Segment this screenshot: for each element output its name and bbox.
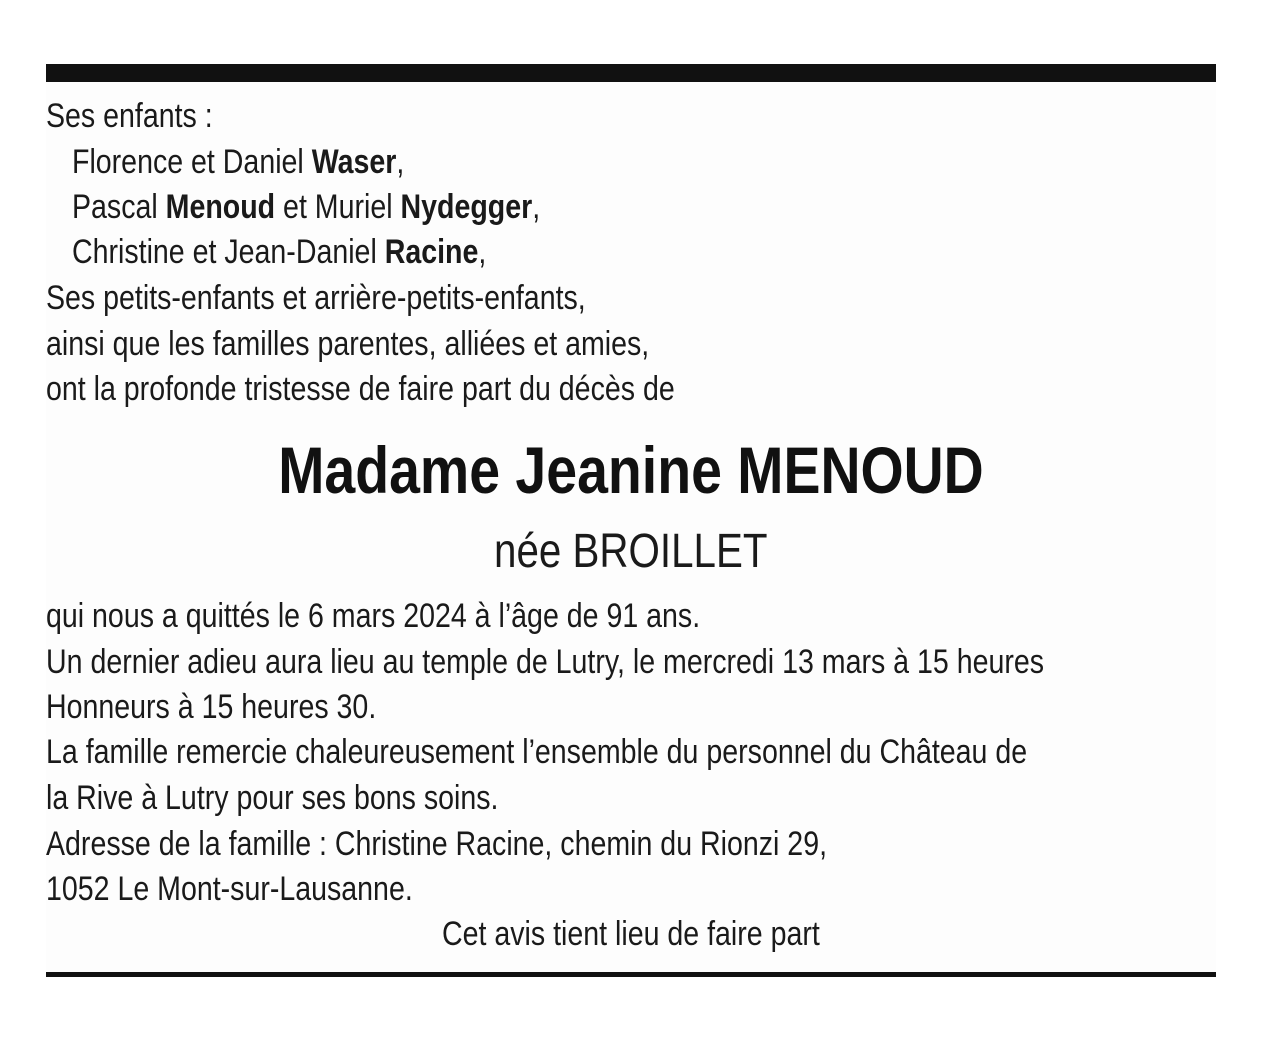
families-line: ainsi que les familles parentes, alliées et amies,	[46, 325, 650, 363]
grandchildren-line: Ses petits-enfants et arrière-petits-enfants,	[46, 279, 586, 317]
top-rule	[46, 64, 1216, 82]
mourner-surname: Menoud	[165, 188, 276, 226]
mourner-couple	[72, 187, 540, 227]
bottom-rule	[46, 972, 1216, 977]
mourner-surname: Nydegger	[400, 188, 533, 226]
announcement-line: ont la profonde tristesse de faire part du décès de	[46, 370, 675, 408]
honours-line: Honneurs à 15 heures 30.	[46, 688, 377, 726]
ceremony-line: Un dernier adieu aura lieu au temple de Lutry, le mercredi 13 mars à 15 heures	[46, 643, 1045, 681]
thanks-line: La famille remercie chaleureusement l’ensemble du personnel du Château de	[46, 733, 1028, 771]
obituary-notice	[46, 64, 1216, 977]
maiden-name-text: née BROILLET	[494, 525, 768, 578]
mourner-text: Florence et Daniel	[72, 143, 312, 181]
closing-line	[46, 914, 1216, 954]
mourner-punctuation: ,	[396, 143, 405, 181]
mourner-couple	[72, 232, 486, 272]
mourner-punctuation: ,	[478, 233, 487, 271]
deceased-name-text: Madame Jeanine MENOUD	[278, 433, 984, 507]
address-line: Adresse de la famille : Christine Racine, chemin du Rionzi 29,	[46, 825, 828, 863]
mourner-surname: Racine	[384, 233, 479, 271]
closing-text: Cet avis tient lieu de faire part	[442, 915, 820, 953]
address-line: 1052 Le Mont-sur-Lausanne.	[46, 870, 413, 908]
mourner-text: et Muriel	[275, 188, 401, 226]
thanks-line: la Rive à Lutry pour ses bons soins.	[46, 779, 499, 817]
maiden-name	[46, 524, 1216, 580]
mourner-couple	[72, 142, 404, 182]
mourner-text: Pascal	[72, 188, 166, 226]
children-heading: Ses enfants :	[46, 97, 213, 135]
mourner-punctuation: ,	[532, 188, 541, 226]
deceased-name	[46, 432, 1216, 508]
mourner-text: Christine et Jean-Daniel	[72, 233, 385, 271]
death-info-line: qui nous a quittés le 6 mars 2024 à l’âge de 91 ans.	[46, 597, 701, 635]
mourner-surname: Waser	[311, 143, 397, 181]
